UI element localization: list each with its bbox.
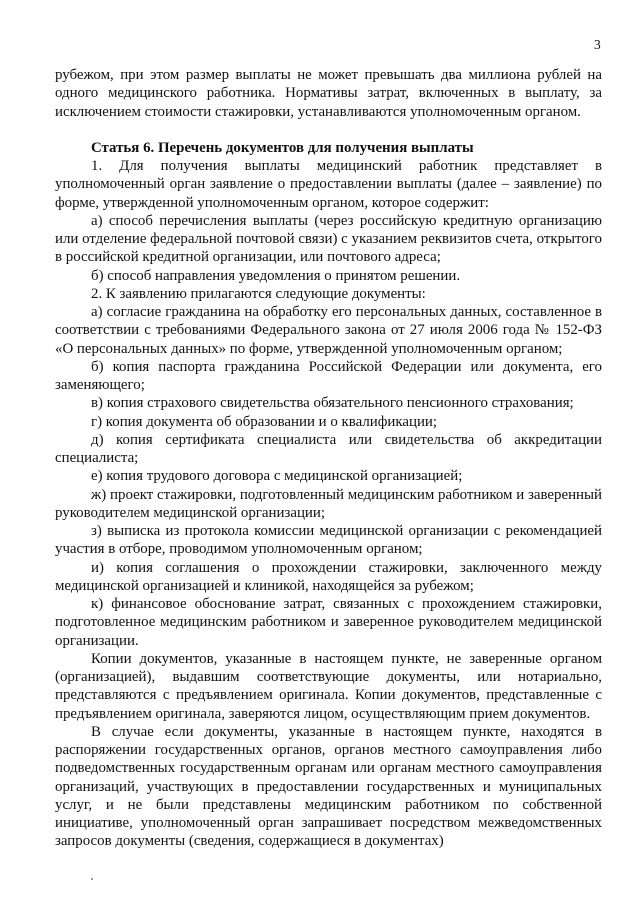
paragraph: Копии документов, указанные в настоящем пункте, не заверенные органом (организацией), выдавшим соответствующие документы, или нотариально, представляются с предъявлением оригинала. Копии документов, представленные с предъявлением оригинала, заверяются лицом, осуществляющим прием документов. [55,650,602,722]
paragraph: б) способ направления уведомления о принятом решении. [91,267,461,284]
paragraph: В случае если документы, указанные в настоящем пункте, находятся в распоряжении государственных органов, органов местного самоуправления либо подведомственных государственным органам или органам местного самоуправления организаций, участвующих в предоставлении государственных и муниципальных услуг, и не были представлены медицинским работником по собственной инициативе, уполномоченный орган запрашивает посредством межведомственных запросов документы (сведения, содержащиеся в документах) [55,723,602,850]
article-heading: Статья 6. Перечень документов для получения выплаты [91,139,474,156]
paragraph: а) согласие гражданина на обработку его персональных данных, составленное в соответствии с требованиями Федерального закона от 27 июля 2006 года № 152-ФЗ «О персональных данных» по форме, утвержденной уполномоченным органом; [55,304,602,357]
paragraph: б) копия паспорта гражданина Российской Федерации или документа, его заменяющего; [55,358,602,393]
paragraph: 2. К заявлению прилагаются следующие документы: [91,285,426,302]
paragraph: и) копия соглашения о прохождении стажировки, заключенного между медицинской организацией и клиникой, находящейся за рубежом; [55,559,602,594]
paragraph: в) копия страхового свидетельства обязательного пенсионного страхования; [91,395,574,412]
document-body [55,66,602,851]
paragraph: 1. Для получения выплаты медицинский работник представляет в уполномоченный орган заявление о предоставлении выплаты (далее – заявление) по форме, утвержденной уполномоченным органом, которое содержит: [55,158,602,211]
paragraph: рубежом, при этом размер выплаты не может превышать два миллиона рублей на одного медицинского работника. Нормативы затрат, включенных в выплату, за исключением стоимости стажировки, устанавливаются уполномоченным органом. [55,67,602,120]
paragraph: г) копия документа об образовании и о квалификации; [91,413,438,430]
paragraph: з) выписка из протокола комиссии медицинской организации с рекомендацией участия в отборе, проводимом уполномоченным органом; [55,523,602,558]
paragraph: е) копия трудового договора с медицинской организацией; [91,468,463,485]
page-number: 3 [594,37,601,52]
paragraph: а) способ перечисления выплаты (через российскую кредитную организацию или отделение федеральной почтовой связи) с указанием реквизитов счета, открытого в российской кредитной организации, или почтового адреса; [55,212,602,266]
paragraph: д) копия сертификата специалиста или свидетельства об аккредитации специалиста; [55,431,602,466]
scan-speck [91,878,93,880]
paragraph: к) финансовое обоснование затрат, связанных с прохождением стажировки, подготовленное медицинским работником и заверенное руководителем медицинской организации. [55,596,602,649]
paragraph: ж) проект стажировки, подготовленный медицинским работником и заверенный руководителем медицинской организации; [55,486,602,521]
